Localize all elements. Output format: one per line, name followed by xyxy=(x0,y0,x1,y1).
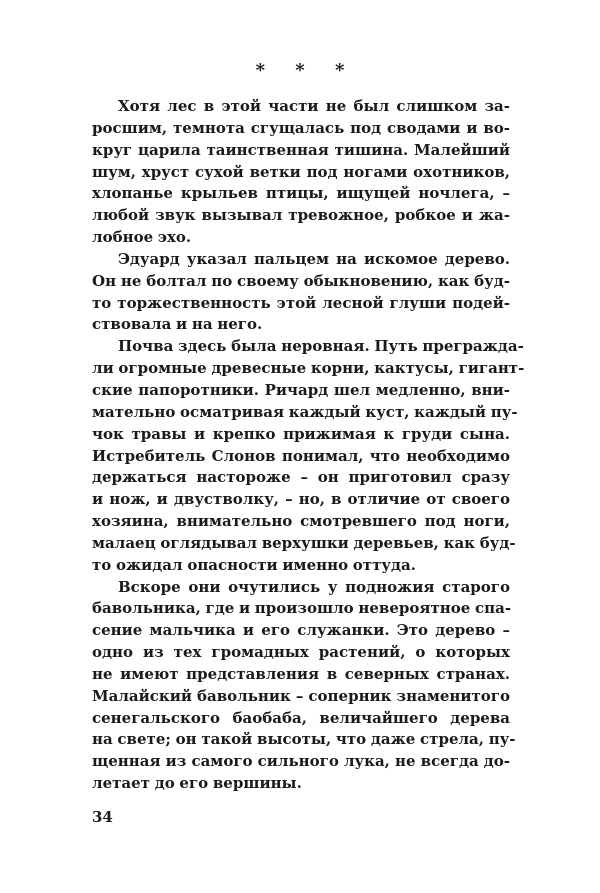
text-line: не имеют представления в северных странах. xyxy=(92,664,510,683)
section-separator: * * * xyxy=(255,60,357,81)
text-line: и нож, и двустволку, – но, в отличие от своего xyxy=(92,490,510,509)
text-line: Истребитель Слонов понимал, что необходимо xyxy=(92,446,510,465)
text-line: мательно осматривая каждый куст, каждый пу- xyxy=(92,402,518,421)
text-line: Хотя лес в этой части не был слишком за- xyxy=(118,97,510,115)
text-line: ствовала и на него. xyxy=(92,315,263,334)
paragraph xyxy=(92,249,510,336)
text-line: любой звук вызывал тревожное, робкое и жа- xyxy=(92,206,510,225)
text-line: ские папоротники. Ричард шел медленно, вни- xyxy=(92,380,510,399)
text-line: лобное эхо. xyxy=(92,228,192,247)
text-line: то торжественность этой лесной глуши подей- xyxy=(92,293,510,312)
text-line: шум, хруст сухой ветки под ногами охотников, xyxy=(92,162,510,181)
text-line: Эдуард указал пальцем на искомое дерево. xyxy=(118,249,510,268)
text-line: росшим, темнота сгущалась под сводами и во- xyxy=(92,118,510,137)
text-line: круг царила таинственная тишина. Малейший xyxy=(92,140,510,159)
paragraph xyxy=(92,96,510,249)
page-body-text xyxy=(92,96,525,795)
text-line: одно из тех громадных растений, о которых xyxy=(92,643,510,662)
text-line: чок травы и крепко прижимая к груди сына. xyxy=(92,424,510,443)
paragraph xyxy=(92,577,516,795)
text-line: хлопанье крыльев птицы, ищущей ночлега, – xyxy=(92,184,510,203)
text-line: сенегальского баобаба, величайшего дерева xyxy=(92,708,510,727)
text-line: щенная из самого сильного лука, не всегда до- xyxy=(92,752,510,771)
text-line: на свете; он такой высоты, что даже стрела, пу- xyxy=(92,730,516,749)
page-number: 34 xyxy=(92,808,113,826)
text-line: летает до его вершины. xyxy=(92,774,302,793)
text-line: Он не болтал по своему обыкновению, как буд- xyxy=(92,271,510,290)
text-line: Малайский бавольник – соперник знаменитого xyxy=(92,686,510,705)
text-line: то ожидал опасности именно оттуда. xyxy=(92,555,416,574)
text-line: держаться настороже – он приготовил сразу xyxy=(92,468,510,487)
paragraph xyxy=(92,336,525,576)
text-line: хозяина, внимательно смотревшего под ноги, xyxy=(92,512,510,531)
text-line: бавольника, где и произошло невероятное спа- xyxy=(92,599,512,618)
text-line: Вскоре они очутились у подножия старого xyxy=(118,577,510,596)
text-line: малаец оглядывал верхушки деревьев, как буд- xyxy=(92,533,516,552)
text-line: Почва здесь была неровная. Путь прегражда- xyxy=(118,337,524,356)
text-line: сение мальчика и его служанки. Это дерево – xyxy=(92,621,510,640)
text-line: ли огромные древесные корни, кактусы, гигант- xyxy=(92,359,525,378)
